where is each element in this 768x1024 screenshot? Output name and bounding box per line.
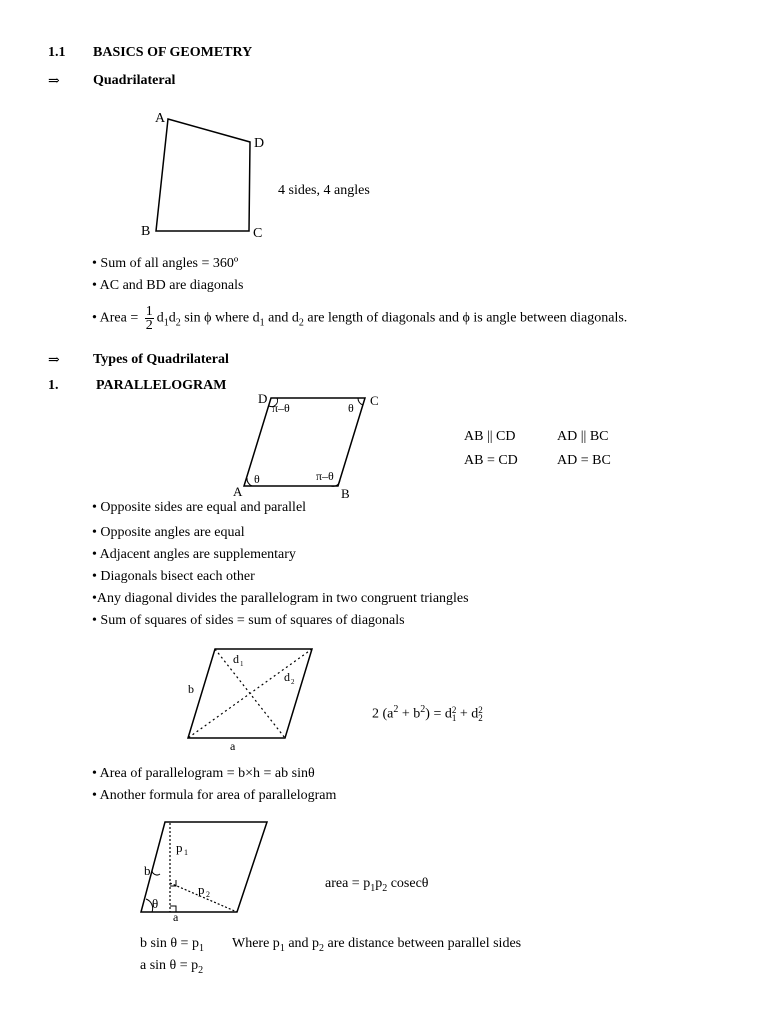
quad-label-b: B (141, 224, 151, 239)
para-label-b: B (341, 486, 350, 501)
relation: AD || BC (557, 429, 609, 444)
relation: AB || CD (464, 429, 516, 444)
alt-label-a: a (173, 910, 179, 924)
alt-label-theta: θ (152, 896, 159, 911)
area-sub: 2 (175, 317, 181, 329)
alt-area-formula (325, 876, 429, 894)
equation-2 (140, 958, 203, 976)
quad-label-d: D (254, 136, 265, 151)
eq-text: a sin θ = p (140, 958, 199, 973)
relation: AB = CD (464, 453, 518, 468)
para-label-a: A (233, 484, 243, 499)
where-text (232, 936, 521, 954)
quad-label-c: C (253, 226, 263, 241)
section-title: BASICS OF GEOMETRY (93, 45, 253, 60)
area-term: d (168, 310, 176, 326)
parallelogram-number: 1. (48, 378, 59, 393)
para-bullet: • Opposite angles are equal (92, 525, 245, 540)
diag-sub: 2 (291, 678, 295, 686)
formula-text: ) = d (425, 706, 452, 722)
side-label-a: a (230, 739, 236, 753)
area-sub: 1 (259, 317, 265, 329)
area-term: d (156, 310, 164, 326)
area-prefix: • Area = (92, 310, 142, 326)
parallelogram-title: PARALLELOGRAM (96, 378, 227, 393)
formula-text: p (375, 876, 383, 891)
eq-sub: 1 (198, 942, 204, 954)
formula-sup: 2 (420, 704, 426, 715)
para-label-d: D (258, 391, 268, 406)
side-label-b: b (188, 682, 194, 696)
where-sub: 1 (279, 942, 285, 954)
area-bullet: • Area of parallelogram = b×h = ab sinθ (92, 766, 315, 781)
formula-sup: 2 (478, 705, 483, 716)
alt-sub: 1 (184, 848, 188, 857)
formula-text: + d (456, 706, 479, 722)
where-part: Where p (232, 936, 280, 951)
formula-text: area = p (325, 876, 371, 891)
formula-sup: 2 (393, 704, 399, 715)
alt-label-p2: p (198, 882, 205, 897)
fraction-denominator: 2 (145, 318, 153, 333)
area-text: are length of diagonals and ϕ is angle between diagonals. (303, 310, 628, 326)
where-part: are distance between parallel sides (324, 936, 522, 951)
where-sub: 2 (319, 942, 325, 954)
diag-label-d2: d (284, 670, 290, 684)
angle-label: θ (254, 472, 260, 486)
formula-text: + b (398, 706, 421, 722)
diag-label-d1: d (233, 652, 239, 666)
formula-sub: 2 (382, 882, 388, 894)
para-bullet: • Opposite sides are equal and parallel (92, 500, 307, 515)
relation: AD = BC (557, 453, 611, 468)
eq-text: b sin θ = p (140, 936, 199, 951)
para-bullet: • Diagonals bisect each other (92, 569, 255, 584)
formula-sub: 2 (478, 713, 483, 724)
equation-1 (140, 936, 204, 954)
arrow-icon: ⇒ (48, 353, 60, 368)
area-bullet: • Another formula for area of parallelogram (92, 788, 337, 803)
alt-label-b: b (144, 863, 151, 878)
angle-label: θ (348, 401, 354, 415)
quadrilateral-heading: Quadrilateral (93, 73, 176, 88)
types-heading: Types of Quadrilateral (93, 352, 229, 367)
quad-bullet: • AC and BD are diagonals (92, 278, 244, 293)
fraction-numerator: 1 (145, 304, 153, 319)
arrow-icon: ⇒ (48, 74, 60, 89)
para-bullet: • Sum of squares of sides = sum of squares of diagonals (92, 613, 405, 628)
alt-label-p1: p (176, 840, 183, 855)
formula-text: 2 (a (372, 706, 394, 722)
area-text: sin ϕ where d (180, 310, 260, 326)
para-bullet: • Adjacent angles are supplementary (92, 547, 296, 562)
angle-label: π–θ (272, 401, 290, 415)
area-sub: 2 (298, 317, 304, 329)
section-number: 1.1 (48, 45, 66, 60)
formula-sup: 2 (451, 705, 457, 716)
formula-sub: 1 (370, 882, 376, 894)
quad-label-a: A (155, 111, 166, 126)
alt-sub: 2 (206, 890, 210, 899)
area-sub: 1 (163, 317, 169, 329)
quad-caption: 4 sides, 4 angles (278, 183, 370, 198)
angle-label: π–θ (316, 469, 334, 483)
diag-sub: 1 (240, 660, 244, 668)
formula-sub: 1 (451, 713, 457, 724)
para-bullet: •Any diagonal divides the parallelogram in two congruent triangles (92, 591, 469, 606)
eq-sub: 2 (198, 964, 204, 976)
para-label-c: C (370, 393, 379, 408)
area-text: and d (264, 310, 299, 326)
quad-bullet: • Sum of all angles = 360º (92, 256, 239, 271)
where-part: and p (284, 936, 320, 951)
formula-text: cosecθ (387, 876, 429, 891)
